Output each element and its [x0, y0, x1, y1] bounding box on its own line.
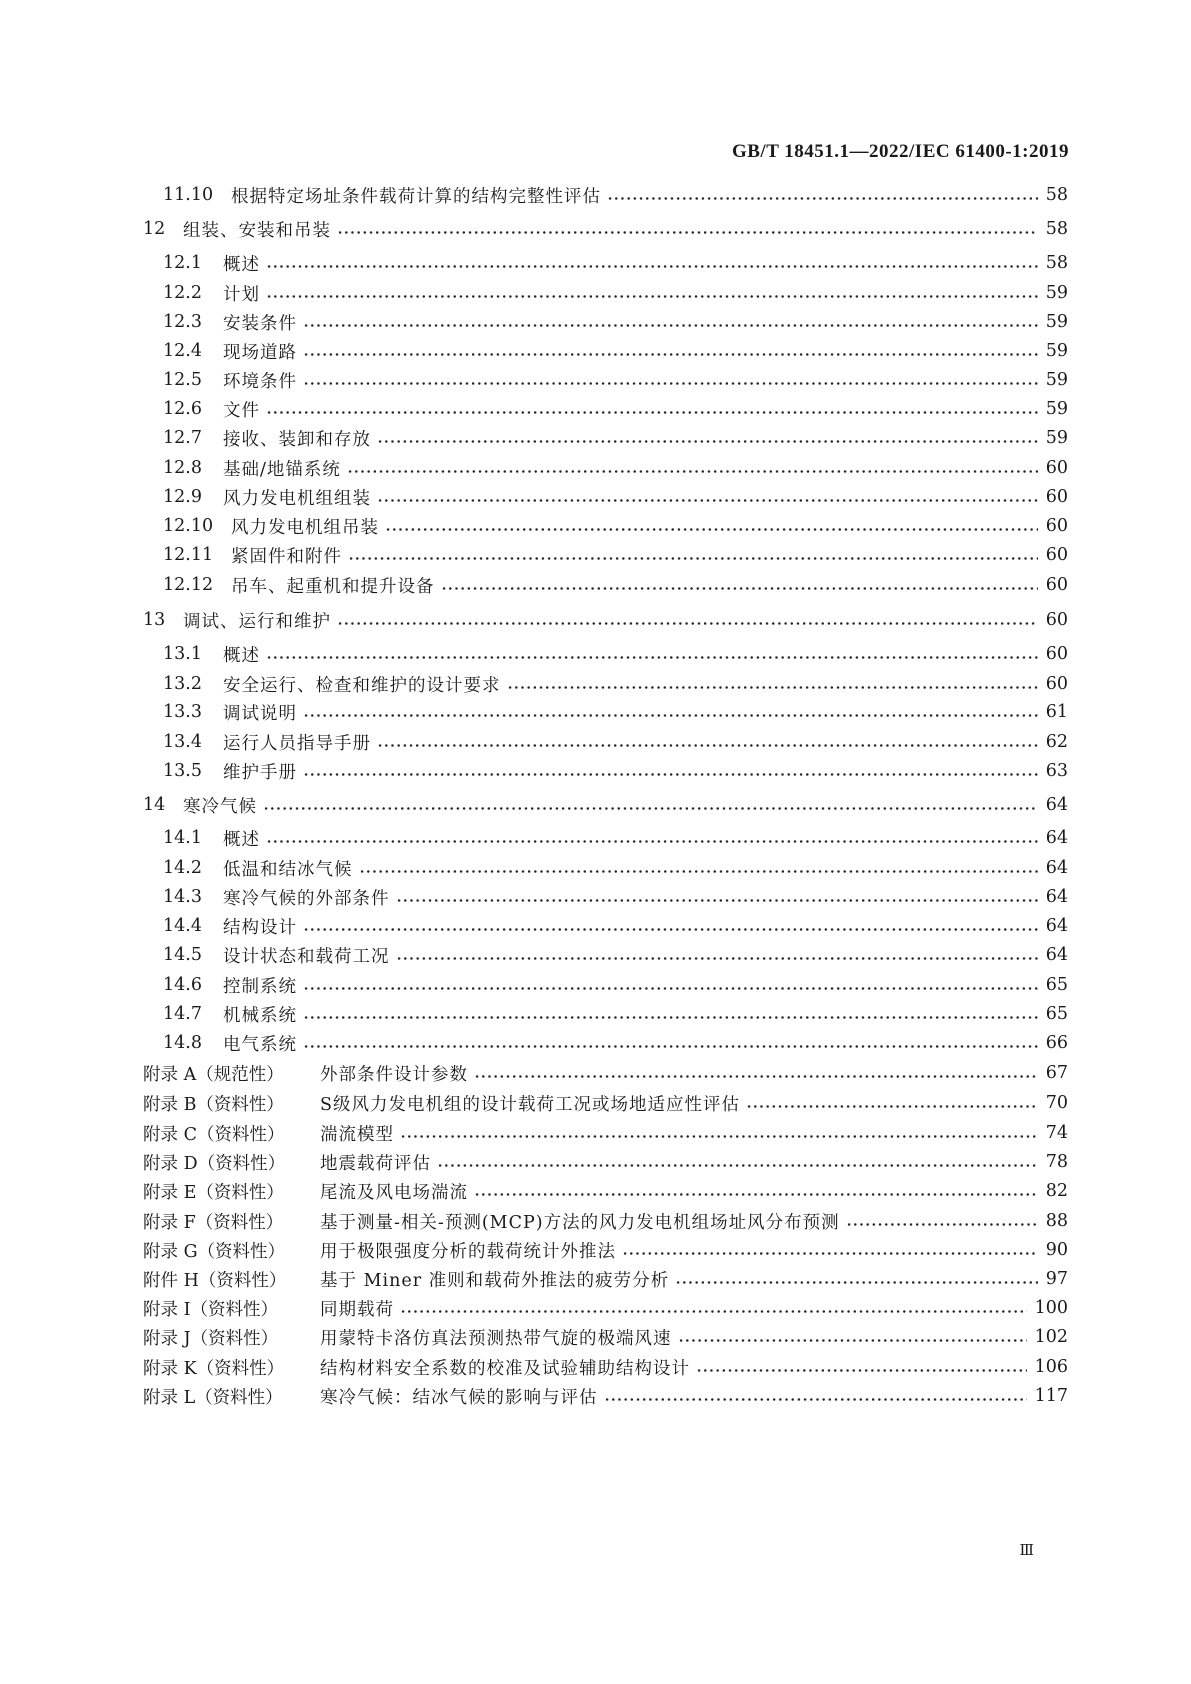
toc-entry-title: 同期载荷: [320, 1299, 394, 1320]
toc-entry-title: 基于测量-相关-预测(MCP)方法的风力发电机组场址风分布预测: [320, 1212, 840, 1233]
dot-leader: [303, 1016, 1038, 1019]
toc-entry-number: 附录 G（资料性）: [143, 1241, 286, 1262]
toc-entry-page: 60: [1045, 610, 1068, 630]
dot-leader: [385, 528, 1038, 531]
toc-entry-number: 12.5: [163, 370, 202, 390]
toc-entry-number: 附录 K（资料性）: [143, 1358, 285, 1379]
dot-leader: [474, 1193, 1038, 1196]
toc-entry-title: 调试说明: [223, 703, 297, 724]
dot-leader: [678, 1339, 1027, 1342]
toc-entry[interactable]: [163, 307, 1068, 337]
toc-entry-page: 64: [1045, 828, 1068, 848]
toc-entry-page: 62: [1045, 732, 1068, 752]
toc-entry-page: 64: [1045, 858, 1068, 878]
toc-entry-page: 106: [1034, 1357, 1068, 1377]
toc-entry-title: 组装、安装和吊装: [183, 220, 331, 241]
toc-entry-title: 寒冷气候：结冰气候的影响与评估: [320, 1387, 598, 1408]
dot-leader: [303, 324, 1038, 327]
toc-entry[interactable]: [143, 1118, 1068, 1148]
toc-entry-number: 12.6: [163, 399, 202, 419]
toc-entry-title: 用蒙特卡洛仿真法预测热带气旋的极端风速: [320, 1328, 672, 1349]
toc-entry-title: 机械系统: [223, 1005, 297, 1026]
dot-leader: [396, 899, 1038, 902]
dot-leader: [507, 686, 1038, 689]
dot-leader: [266, 411, 1038, 414]
dot-leader: [303, 382, 1038, 385]
dot-leader: [263, 807, 1038, 810]
toc-entry[interactable]: [163, 970, 1068, 1000]
toc-entry-page: 59: [1045, 428, 1068, 448]
toc-entry-number: 12.3: [163, 312, 202, 332]
toc-entry[interactable]: [163, 180, 1068, 210]
toc-entry-title: 计划: [223, 284, 260, 305]
toc-entry-page: 67: [1045, 1063, 1068, 1083]
toc-entry-title: 运行人员指导手册: [223, 733, 371, 754]
toc-entry[interactable]: [163, 394, 1068, 424]
toc-entry[interactable]: [163, 278, 1068, 308]
toc-entry-number: 12.9: [163, 487, 202, 507]
toc-entry-title: 吊车、起重机和提升设备: [231, 576, 435, 597]
toc-entry-page: 64: [1045, 795, 1068, 815]
dot-leader: [359, 870, 1038, 873]
toc-entry-number: 13.5: [163, 761, 202, 781]
toc-entry-page: 90: [1045, 1240, 1068, 1260]
dot-leader: [396, 957, 1038, 960]
toc-entry[interactable]: [143, 1088, 1068, 1118]
dot-leader: [303, 353, 1038, 356]
toc-entry-title: 结构设计: [223, 917, 297, 938]
dot-leader: [348, 557, 1038, 560]
toc-entry-number: 附录 B（资料性）: [143, 1094, 284, 1115]
dot-leader: [303, 928, 1038, 931]
dot-leader: [303, 1045, 1038, 1048]
toc-entry-title: 基础/地锚系统: [223, 459, 341, 480]
toc-entry[interactable]: [163, 756, 1068, 786]
toc-entry-number: 14.8: [163, 1033, 202, 1053]
toc-entry-page: 78: [1045, 1152, 1068, 1172]
dot-leader: [846, 1223, 1038, 1226]
toc-entry[interactable]: [163, 669, 1068, 699]
dot-leader: [400, 1310, 1027, 1313]
toc-entry-page: 60: [1045, 575, 1068, 595]
toc-entry-page: 65: [1045, 1004, 1068, 1024]
toc-entry-page: 58: [1045, 253, 1068, 273]
dot-leader: [347, 470, 1038, 473]
dot-leader: [607, 197, 1038, 200]
dot-leader: [303, 987, 1038, 990]
toc-entry-page: 64: [1045, 887, 1068, 907]
toc-entry-page: 74: [1045, 1123, 1068, 1143]
toc-entry-number: 附录 A（规范性）: [143, 1064, 284, 1085]
toc-entry-number: 12.4: [163, 341, 202, 361]
toc-entry[interactable]: [143, 1381, 1068, 1411]
toc-entry-title: 现场道路: [223, 342, 297, 363]
toc-entry-page: 61: [1045, 702, 1068, 722]
toc-entry-number: 附录 E（资料性）: [143, 1182, 284, 1203]
toc-entry-page: 59: [1045, 341, 1068, 361]
dot-leader: [437, 1164, 1038, 1167]
toc-entry[interactable]: [163, 823, 1068, 853]
dot-leader: [377, 440, 1038, 443]
toc-entry-number: 13: [143, 610, 166, 630]
toc-entry-page: 64: [1045, 916, 1068, 936]
toc-entry-title: 设计状态和载荷工况: [223, 946, 390, 967]
toc-entry[interactable]: [143, 1176, 1068, 1206]
toc-entry-number: 12.2: [163, 283, 202, 303]
toc-entry-title: 安全运行、检查和维护的设计要求: [223, 675, 501, 696]
toc-entry[interactable]: [163, 882, 1068, 912]
toc-entry-number: 14.5: [163, 945, 202, 965]
toc-entry[interactable]: [143, 1206, 1068, 1236]
dot-leader: [266, 265, 1038, 268]
toc-entry-number: 附录 J（资料性）: [143, 1328, 279, 1349]
toc-entry-title: 低温和结冰气候: [223, 859, 353, 880]
toc-entry-page: 60: [1045, 674, 1068, 694]
toc-entry[interactable]: [163, 570, 1068, 600]
toc-entry[interactable]: [163, 336, 1068, 366]
toc-entry[interactable]: [143, 1352, 1068, 1382]
toc-entry[interactable]: [143, 605, 1068, 635]
toc-entry[interactable]: [163, 511, 1068, 541]
toc-entry[interactable]: [163, 365, 1068, 395]
toc-entry-title: 地震载荷评估: [320, 1153, 431, 1174]
toc-entry[interactable]: [163, 727, 1068, 757]
toc-entry-number: 12.12: [163, 575, 214, 595]
dot-leader: [337, 622, 1038, 625]
dot-leader: [377, 744, 1038, 747]
toc-entry[interactable]: [143, 790, 1068, 820]
toc-entry[interactable]: [163, 999, 1068, 1029]
toc-entry-title: 风力发电机组组装: [223, 488, 371, 509]
toc-entry-number: 14.4: [163, 916, 202, 936]
toc-entry[interactable]: [163, 482, 1068, 512]
toc-entry-title: 湍流模型: [320, 1124, 394, 1145]
toc-entry-title: 寒冷气候: [183, 796, 257, 817]
dot-leader: [604, 1398, 1027, 1401]
toc-entry[interactable]: [163, 853, 1068, 883]
toc-entry-title: 维护手册: [223, 762, 297, 783]
toc-entry-number: 14.6: [163, 975, 202, 995]
toc-entry-page: 65: [1045, 975, 1068, 995]
toc-entry-title: S级风力发电机组的设计载荷工况或场地适应性评估: [320, 1094, 740, 1115]
toc-entry-title: 文件: [223, 400, 260, 421]
dot-leader: [441, 587, 1038, 590]
toc-entry[interactable]: [143, 1293, 1068, 1323]
toc-entry-page: 102: [1034, 1327, 1068, 1347]
toc-entry-page: 82: [1045, 1181, 1068, 1201]
toc-entry[interactable]: [143, 1264, 1068, 1294]
toc-entry-number: 12.7: [163, 428, 202, 448]
toc-entry[interactable]: [163, 453, 1068, 483]
standard-number-header: GB/T 18451.1—2022/IEC 61400-1:2019: [731, 141, 1069, 162]
toc-entry-number: 13.3: [163, 702, 202, 722]
page-number: Ⅲ: [1019, 1541, 1034, 1559]
toc-entry[interactable]: [163, 911, 1068, 941]
toc-entry-title: 接收、装卸和存放: [223, 429, 371, 450]
dot-leader: [474, 1075, 1038, 1078]
dot-leader: [266, 295, 1038, 298]
toc-entry-title: 紧固件和附件: [231, 546, 342, 567]
dot-leader: [675, 1281, 1038, 1284]
toc-entry-number: 附件 H（资料性）: [143, 1270, 287, 1291]
toc-entry-page: 100: [1034, 1298, 1068, 1318]
toc-entry-page: 59: [1045, 370, 1068, 390]
toc-entry-title: 概述: [223, 645, 260, 666]
toc-entry-page: 58: [1045, 185, 1068, 205]
toc-entry-number: 13.4: [163, 732, 202, 752]
toc-entry-page: 58: [1045, 219, 1068, 239]
toc-entry-title: 电气系统: [223, 1034, 297, 1055]
toc-entry-page: 117: [1034, 1386, 1068, 1406]
toc-entry-page: 64: [1045, 945, 1068, 965]
toc-entry-number: 12.8: [163, 458, 202, 478]
toc-entry-page: 70: [1045, 1093, 1068, 1113]
toc-entry-number: 附录 C（资料性）: [143, 1124, 285, 1145]
toc-entry-page: 59: [1045, 399, 1068, 419]
dot-leader: [266, 656, 1038, 659]
toc-entry-title: 寒冷气候的外部条件: [223, 888, 390, 909]
toc-entry-number: 14.3: [163, 887, 202, 907]
dot-leader: [377, 499, 1038, 502]
dot-leader: [622, 1252, 1038, 1255]
toc-entry-page: 60: [1045, 545, 1068, 565]
toc-entry-page: 60: [1045, 516, 1068, 536]
toc-entry-title: 结构材料安全系数的校准及试验辅助结构设计: [320, 1358, 690, 1379]
dot-leader: [746, 1105, 1038, 1108]
toc-entry-page: 60: [1045, 487, 1068, 507]
toc-entry-title: 尾流及风电场湍流: [320, 1182, 468, 1203]
toc-entry[interactable]: [143, 1322, 1068, 1352]
toc-entry[interactable]: [143, 1147, 1068, 1177]
toc-entry-page: 60: [1045, 644, 1068, 664]
toc-entry-number: 14.1: [163, 828, 202, 848]
toc-entry[interactable]: [163, 697, 1068, 727]
toc-entry-number: 12.11: [163, 545, 214, 565]
toc-entry-number: 附录 D（资料性）: [143, 1153, 286, 1174]
toc-entry-page: 63: [1045, 761, 1068, 781]
toc-entry-title: 外部条件设计参数: [320, 1064, 468, 1085]
toc-entry-page: 66: [1045, 1033, 1068, 1053]
toc-entry-title: 风力发电机组吊装: [231, 517, 379, 538]
toc-entry[interactable]: [163, 940, 1068, 970]
toc-entry-number: 12.1: [163, 253, 202, 273]
toc-entry-number: 12.10: [163, 516, 214, 536]
dot-leader: [400, 1135, 1038, 1138]
toc-entry-number: 13.1: [163, 644, 202, 664]
toc-entry-title: 概述: [223, 254, 260, 275]
toc-entry[interactable]: [143, 1235, 1068, 1265]
toc-entry-page: 60: [1045, 458, 1068, 478]
toc-entry-title: 控制系统: [223, 976, 297, 997]
toc-entry[interactable]: [163, 248, 1068, 278]
toc-entry-number: 14.2: [163, 858, 202, 878]
toc-entry-title: 基于 Miner 准则和载荷外推法的疲劳分析: [320, 1270, 670, 1291]
toc-entry-number: 11.10: [163, 185, 214, 205]
dot-leader: [337, 231, 1038, 234]
dot-leader: [266, 840, 1038, 843]
toc-entry-number: 附录 I（资料性）: [143, 1299, 278, 1320]
toc-entry-number: 12: [143, 219, 166, 239]
toc-entry[interactable]: [143, 214, 1068, 244]
dot-leader: [303, 773, 1038, 776]
toc-entry-page: 88: [1045, 1211, 1068, 1231]
toc-entry-title: 用于极限强度分析的载荷统计外推法: [320, 1241, 616, 1262]
dot-leader: [696, 1369, 1027, 1372]
toc-entry-title: 概述: [223, 829, 260, 850]
toc-entry-number: 14.7: [163, 1004, 202, 1024]
toc-entry-number: 附录 F（资料性）: [143, 1212, 284, 1233]
toc-entry-page: 59: [1045, 312, 1068, 332]
toc-entry[interactable]: [163, 540, 1068, 570]
toc-entry-page: 59: [1045, 283, 1068, 303]
toc-entry-number: 附录 L（资料性）: [143, 1387, 283, 1408]
toc-entry-title: 安装条件: [223, 313, 297, 334]
toc-entry[interactable]: [163, 1028, 1068, 1058]
toc-entry-number: 13.2: [163, 674, 202, 694]
dot-leader: [303, 714, 1038, 717]
toc-entry[interactable]: [163, 639, 1068, 669]
toc-entry-title: 环境条件: [223, 371, 297, 392]
toc-entry[interactable]: [143, 1058, 1068, 1088]
toc-entry-title: 调试、运行和维护: [183, 611, 331, 632]
toc-entry-title: 根据特定场址条件载荷计算的结构完整性评估: [231, 186, 601, 207]
toc-entry-page: 97: [1045, 1269, 1068, 1289]
toc-entry[interactable]: [163, 423, 1068, 453]
toc-entry-number: 14: [143, 795, 166, 815]
